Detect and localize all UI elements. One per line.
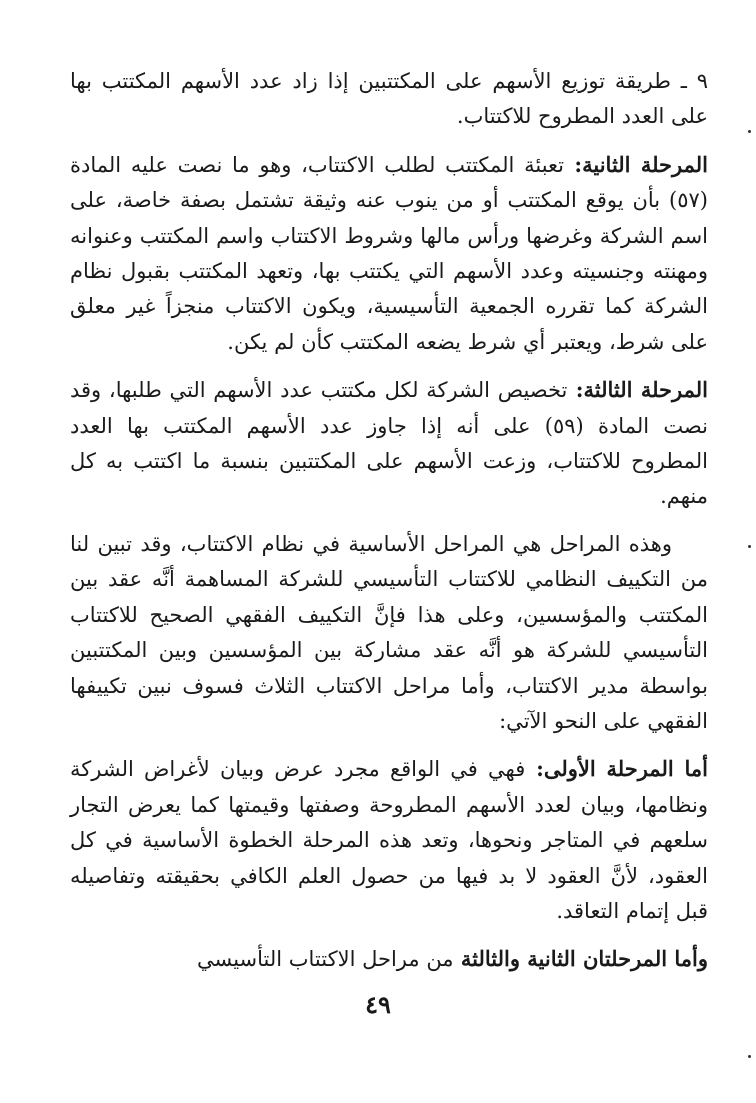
scan-speck bbox=[748, 545, 751, 548]
paragraph-heading: أما المرحلة الأولى: bbox=[525, 756, 708, 782]
paragraph-second-third-stage bbox=[70, 941, 708, 977]
paragraph-heading: المرحلة الثانية: bbox=[564, 151, 709, 177]
paragraph-text: فهي في الواقع مجرد عرض وبيان لأغراض الشركة ونظامها، وبيان لعدد الأسهم المطروحة وصفتها وقيمتها كما يعرض التجار سلعهم في المتاجر ونحوها، وتعد هذه المرحلة الخطوة الأساسية في كل العقود، لأنَّ العقود لا بد فيها من حصول العلم الكافي بحقيقته وتفاصيله قبل إتمام التعاقد. bbox=[70, 757, 708, 923]
document-body bbox=[70, 64, 708, 990]
scan-speck bbox=[748, 1055, 751, 1058]
paragraph-stage-three bbox=[70, 372, 708, 515]
paragraph-text: تعبئة المكتتب لطلب الاكتتاب، وهو ما نصت عليه المادة (٥٧) بأن يوقع المكتتب أو من ينوب عنه وثيقة تشتمل بصفة خاصة، على اسم الشركة وغرضها ورأس مالها وشروط الاكتتاب واسم المكتتب وعنوانه ومهنته وجنسيته وعدد الأسهم التي يكتتب بها، وتعهد المكتتب بقبول نظام الشركة كما تقرره الجمعية التأسيسية، ويكون الاكتتاب منجزاً غير معلق على شرط، ويعتبر أي شرط يضعه المكتتب كأن لم يكن. bbox=[70, 152, 708, 354]
paragraph-text: من مراحل الاكتتاب التأسيسي bbox=[196, 947, 454, 972]
item-number: ٩ ـ bbox=[670, 69, 708, 93]
paragraph-stage-two bbox=[70, 147, 708, 360]
paragraph-heading: وأما المرحلتان الثانية والثالثة bbox=[453, 946, 708, 972]
paragraph-heading: المرحلة الثالثة: bbox=[567, 377, 708, 403]
paragraph-first-stage-analysis bbox=[70, 751, 708, 929]
page-number: ٤٩ bbox=[365, 990, 391, 1019]
paragraph-text: تخصيص الشركة لكل مكتتب عدد الأسهم التي طلبها، وقد نصت المادة (٥٩) على أنه إذا جاوز عدد الأسهم المكتتب بها العدد المطروح للاكتتاب، وزعت الأسهم على المكتتبين بنسبة ما اكتتب به كل منهم. bbox=[70, 378, 708, 509]
paragraph-text: طريقة توزيع الأسهم على المكتتبين إذا زاد عدد الأسهم المكتتب بها على العدد المطروح للاكتتاب. bbox=[70, 69, 708, 129]
paragraph-item-9 bbox=[70, 64, 708, 135]
paragraph-text: وهذه المراحل هي المراحل الأساسية في نظام الاكتتاب، وقد تبين لنا من التكييف النظامي للاكتتاب التأسيسي للشركة المساهمة أنَّه عقد بين المكتتب والمؤسسين، وعلى هذا فإنَّ التكييف الفقهي الصحيح للاكتتاب التأسيسي للشركة هو أنَّه عقد مشاركة بين المؤسسين وبين المكتتبين بواسطة مدير الاكتتاب، وأما مراحل الاكتتاب الثلاث فسوف نبين تكييفها الفقهي على النحو الآتي: bbox=[70, 531, 708, 733]
paragraph-summary bbox=[70, 527, 708, 739]
scan-speck bbox=[748, 130, 751, 133]
